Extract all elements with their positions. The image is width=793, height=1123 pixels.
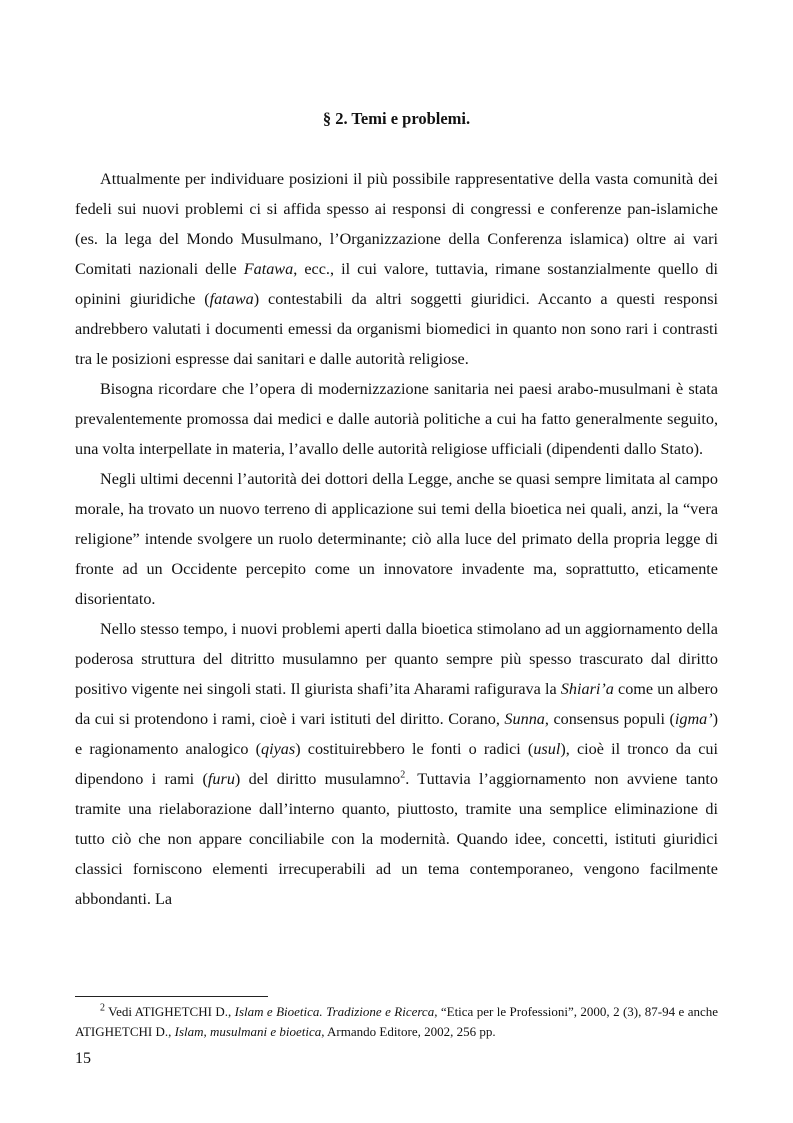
- section-heading: § 2. Temi e problemi.: [322, 109, 471, 128]
- page-number: 15: [75, 1050, 91, 1067]
- italic-term: qiyas: [261, 740, 296, 758]
- footnote: [75, 1002, 718, 1042]
- italic-term: furu: [207, 770, 235, 788]
- text-run: , consensus populi (: [544, 710, 675, 728]
- text-run: Negli ultimi decenni l’autorità dei dottori della Legge, anche se quasi sempre limitata al campo morale, ha trovato un nuovo terreno di applicazione sui temi della bioetica nei quali, anzi, la “vera religione” intende svolgere un ruolo determinante; ciò alla luce del primato della propria legge di fronte ad un Occidente percepito come un innovatore invadente ma, soprattutto, eticamente disorientato.: [75, 470, 718, 608]
- footnote-separator: [75, 996, 268, 997]
- text-run: , “Etica per le Professioni”, 2000, 2 (3), 87-94 e anche ATIGHETCHI D.,: [75, 1004, 719, 1039]
- italic-term: Shiari’a: [560, 680, 614, 698]
- text-run: Vedi ATIGHETCHI D.,: [105, 1004, 235, 1019]
- text-run: ) e ragionamento analogico (: [75, 710, 719, 758]
- italic-term: igma’: [674, 710, 713, 728]
- text-run: ) contestabili da altri soggetti giuridici. Accanto a questi responsi andrebbero valutati i documenti emessi da organismi biomedici in quanto non sono rari i contrasti tra le posizioni espresse dai sanitari e dalle autorità religiose.: [75, 290, 718, 368]
- text-run: ), cioè il tronco da cui dipendono i rami (: [75, 740, 719, 788]
- italic-term: Sunna: [504, 710, 545, 728]
- text-run: , Armando Editore, 2002, 256 pp.: [321, 1024, 496, 1039]
- paragraph: [75, 374, 718, 464]
- paragraph: [75, 464, 718, 614]
- italic-term: Islam e Bioetica. Tradizione e Ricerca: [234, 1004, 435, 1019]
- italic-term: fatawa: [209, 290, 254, 308]
- text-run: come un albero da cui si protendono i rami, cioè i vari istituti del diritto. Corano,: [75, 680, 719, 728]
- text-run: Attualmente per individuare posizioni il più possibile rappresentative della vasta comunità dei fedeli sui nuovi problemi ci si affida spesso ai responsi di congressi e conferenze pan-islamiche (es. la lega del Mondo Musulmano, l’Organizzazione della Conferenza islamica) oltre ai vari Comitati nazionali delle: [75, 170, 718, 278]
- footnote-marker: 2: [400, 769, 406, 781]
- italic-term: usul: [533, 740, 561, 758]
- text-run: . Tuttavia l’aggiornamento non avviene tanto tramite una rielaborazione dall’interno quanto, piuttosto, tramite una semplice eliminazione di tutto ciò che non appare conciliabile con la modernità. Quando idee, concetti, istituti giuridici classici forniscono elementi irrecuperabili ad un tema contemporaneo, vengono facilmente abbondanti. La: [75, 770, 719, 908]
- body-text: [75, 164, 718, 914]
- italic-term: Fatawa: [243, 260, 294, 278]
- text-run: ) del diritto musulamno: [234, 770, 401, 788]
- footnote-marker: 2: [100, 1002, 105, 1014]
- text-run: Bisogna ricordare che l’opera di modernizzazione sanitaria nei paesi arabo-musulmani è stata prevalentemente promossa dai medici e dalle autorià politiche a cui ha fatto generalmente seguito, una volta interpellate in materia, l’avallo delle autorità religiose ufficiali (dipendenti dallo Stato).: [75, 380, 718, 458]
- text-run: ) costituirebbero le fonti o radici (: [295, 740, 534, 758]
- paragraph: [75, 614, 718, 914]
- italic-term: Islam, musulmani e bioetica: [174, 1024, 322, 1039]
- text-run: , ecc., il cui valore, tuttavia, rimane sostanzialmente quello di opinini giuridiche (: [75, 260, 718, 308]
- text-run: Nello stesso tempo, i nuovi problemi aperti dalla bioetica stimolano ad un aggiornamento della poderosa struttura del ditritto musulamno per quanto sempre più spesso trascurato dal diritto positivo vigente nei singoli stati. Il giurista shafi’ita Aharami rafigurava la: [75, 620, 718, 698]
- paragraph: [75, 164, 718, 374]
